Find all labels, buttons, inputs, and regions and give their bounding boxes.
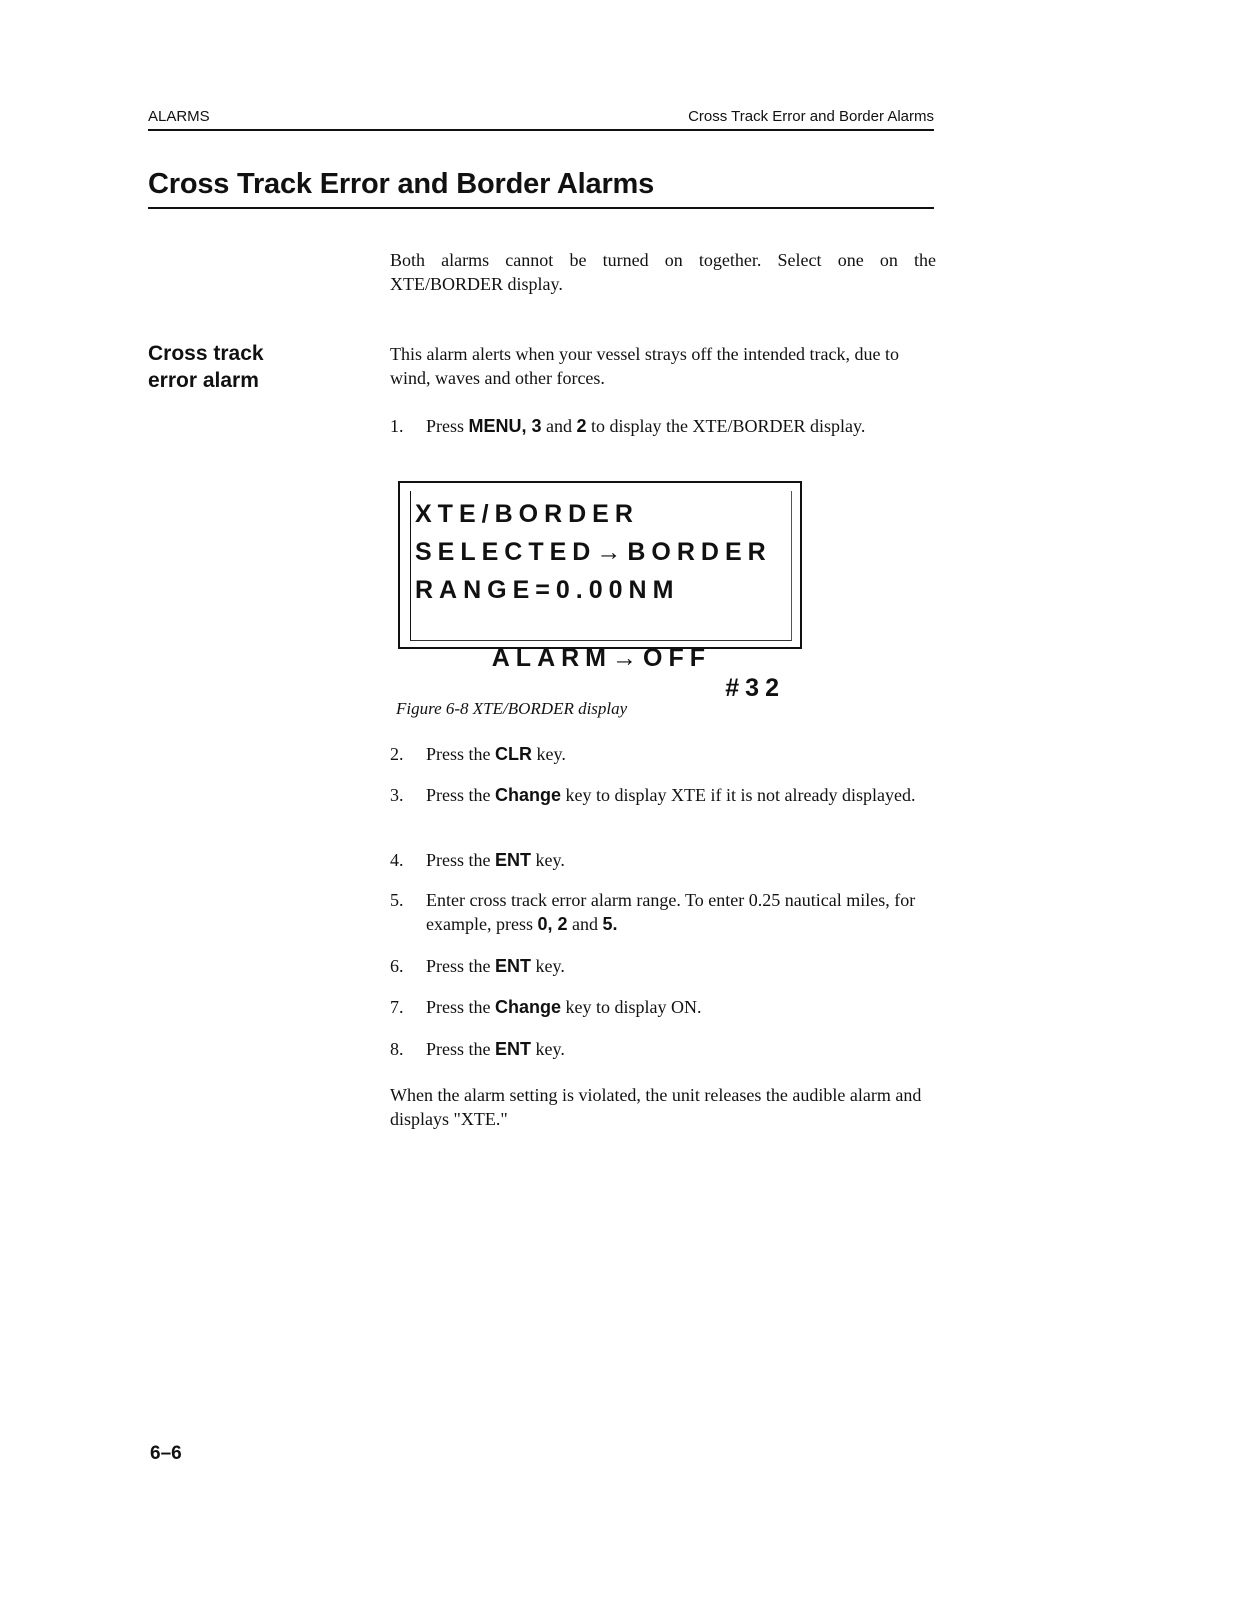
figure-caption: Figure 6-8 XTE/BORDER display [396,699,628,718]
step-text-part: Enter cross track error alarm range. To enter 0.25 nautical miles, for example, press [426,890,916,934]
step-text-part: key. [531,1039,565,1059]
header-topic-label: Cross Track Error and Border Alarms [688,108,934,125]
step-text-part: Press the [426,1039,495,1059]
step-2 [390,742,940,766]
lcd-line-3: RANGE=0.00NM [415,576,680,604]
step-7 [390,995,940,1019]
step-text [426,888,940,936]
step-text-part: to display the XTE/BORDER display. [586,416,866,436]
section-heading-line-2: error alarm [148,369,259,392]
step-number: 2. [390,744,404,764]
step-text [426,848,940,872]
step-number: 8. [390,1039,404,1059]
step-number: 1. [390,416,404,436]
step-6 [390,954,940,978]
step-number: 6. [390,956,404,976]
closing-paragraph: When the alarm setting is violated, the unit releases the audible alarm and displays "XTE." [390,1085,922,1129]
lcd-alarm-status: ALARM→OFF [491,644,711,672]
step-text-part: key. [531,850,565,870]
xte-border-display-figure [398,481,802,702]
step-text [426,1037,940,1061]
step-text [426,995,940,1019]
step-number: 3. [390,785,404,805]
key-label: CLR [495,744,532,764]
intro-paragraph: Both alarms cannot be turned on together. Select one on the XTE/BORDER display. [390,250,936,294]
step-number: 4. [390,850,404,870]
step-text-part: and [567,914,603,934]
key-label: Change [495,785,562,805]
step-text-part: Press the [426,785,495,805]
step-4 [390,848,940,872]
step-text-part: key to display ON. [561,997,702,1017]
running-header [148,108,934,131]
step-text-part: Press the [426,850,495,870]
step-text-part: key. [532,744,566,764]
step-text-part: Press [426,416,469,436]
step-text [426,954,940,978]
key-label: Change [495,997,562,1017]
key-label: ENT [495,850,531,870]
section-heading-line-1: Cross track [148,342,264,365]
page-title: Cross Track Error and Border Alarms [148,168,934,209]
step-number: 7. [390,997,404,1017]
step-text-part: Press the [426,744,495,764]
step-1 [390,414,940,438]
step-8 [390,1037,940,1061]
key-label: ENT [495,956,531,976]
step-text-part: key to display XTE if it is not already displayed. [561,785,916,805]
key-label: 2 [576,416,587,436]
step-3 [390,783,940,807]
step-number: 5. [390,890,404,910]
lcd-screen [410,491,792,702]
step-5 [390,888,940,936]
key-label: ENT [495,1039,531,1059]
header-section-label: ALARMS [148,108,210,125]
step-text [426,414,940,438]
key-label: MENU, 3 [468,416,542,436]
key-label: 5. [602,914,618,934]
page-number: 6–6 [150,1443,182,1464]
step-text-part: Press the [426,997,495,1017]
lcd-line-2: SELECTED→BORDER [415,538,772,566]
section-description: This alarm alerts when your vessel strays off the intended track, due to wind, waves and other forces. [390,344,900,388]
lcd-line-1: XTE/BORDER [415,500,639,528]
step-text-part: and [541,416,577,436]
step-text [426,783,940,807]
lcd-menu-number: #32 [725,674,785,702]
step-text-part: key. [531,956,565,976]
step-text-part: Press the [426,956,495,976]
step-text [426,742,940,766]
section-heading [148,340,348,394]
key-label: 0, 2 [537,914,568,934]
